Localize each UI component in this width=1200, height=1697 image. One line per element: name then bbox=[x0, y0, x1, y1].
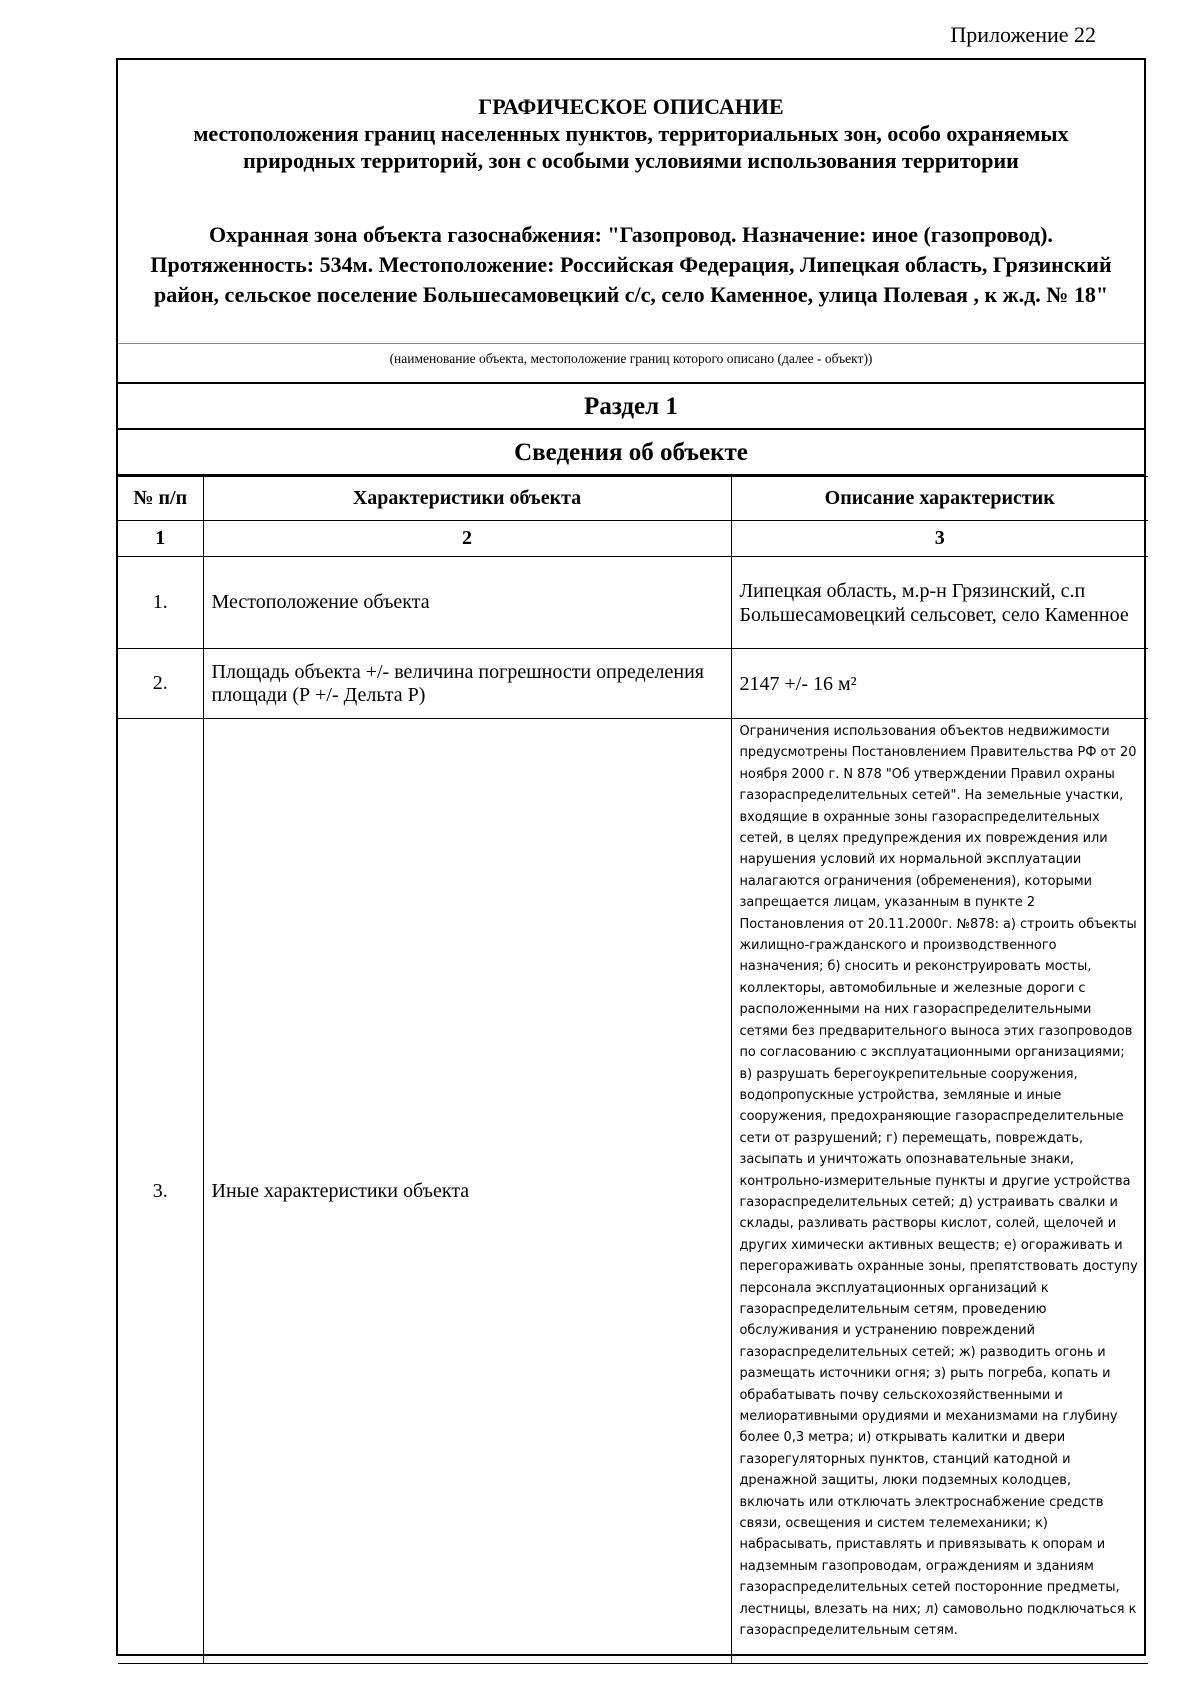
column-number: 1 bbox=[118, 521, 203, 557]
table-row bbox=[118, 649, 1148, 719]
row-characteristic: Местоположение объекта bbox=[203, 557, 731, 649]
row-description: Липецкая область, м.р-н Грязинский, с.п Большесамовецкий сельсовет, село Каменное bbox=[731, 557, 1148, 649]
table-row bbox=[118, 719, 1148, 1664]
row-description: 2147 +/- 16 м² bbox=[731, 649, 1148, 719]
row-characteristic: Иные характеристики объекта bbox=[203, 719, 731, 1664]
row-description-restrictions: Ограничения использования объектов недвижимости предусмотрены Постановлением Правительства РФ от 20 ноября 2000 г. N 878 "Об утверждении Правил охраны газораспределительных сетей". На земельные участки, входящие в охранные зоны газораспределительных сетей, в целях предупреждения их повреждения или нарушения условий их нормальной эксплуатации налагаются ограничения (обременения), которыми запрещается лицам, указанным в пункте 2 Постановления от 20.11.2000г. №878: а) строить объекты жилищно-гражданского и производственного назначения; б) сносить и реконструировать мосты, коллекторы, автомобильные и железные дороги с расположенными на них газораспределительными сетями без предварительного выноса этих газопроводов по согласованию с эксплуатационными организациями; в) разрушать берегоукрепительные сооружения, водопропускные устройства, земляные и иные сооружения, предохраняющие газораспределительные сети от разрушений; г) перемещать, повреждать, засыпать и уничтожать опознавательные знаки, контрольно-измерительные пункты и другие устройства газораспределительных сетей; д) устраивать свалки и склады, разливать растворы кислот, солей, щелочей и других химически активных веществ; е) огораживать и перегораживать охранные зоны, препятствовать доступу персонала эксплуатационных организаций к газораспределительным сетям, проведению обслуживания и устранению повреждений газораспределительных сетей; ж) разводить огонь и размещать источники огня; з) рыть погреба, копать и обрабатывать почву сельскохозяйственными и мелиоративными орудиями и механизмами на глубину более 0,3 метра; и) открывать калитки и двери газорегуляторных пунктов, станций катодной и дренажной защиты, люки подземных колодцев, включать или отключать электроснабжение средств связи, освещения и систем телемеханики; к) набрасывать, приставлять и привязывать к опорам и надземным газопроводам, ограждениям и зданиям газораспределительных сетей посторонние предметы, лестницы, влезать на них; л) самовольно подключаться к газораспределительным сетям. bbox=[731, 719, 1148, 1664]
document-title: ГРАФИЧЕСКОЕ ОПИСАНИЕ bbox=[478, 94, 784, 119]
column-numbers-row bbox=[118, 521, 1148, 557]
column-number: 3 bbox=[731, 521, 1148, 557]
table-header-row bbox=[118, 477, 1148, 521]
section-title: Раздел 1 bbox=[118, 384, 1144, 430]
object-name: Охранная зона объекта газоснабжения: "Газопровод. Назначение: иное (газопровод). Протяженность: 534м. Местоположение: Российская Федерация, Липецкая область, Грязинский район, сельское поселение Большесамовецкий с/с, село Каменное, улица Полевая , к ж.д. № 18" bbox=[150, 222, 1112, 307]
section-subtitle: Сведения об объекте bbox=[118, 430, 1144, 476]
column-header-number: № п/п bbox=[118, 477, 203, 521]
object-info-table bbox=[118, 476, 1148, 1664]
document-header bbox=[118, 60, 1144, 344]
row-number: 1. bbox=[118, 557, 203, 649]
object-name-caption: (наименование объекта, местоположение границ которого описано (далее - объект)) bbox=[118, 344, 1144, 384]
column-header-characteristic: Характеристики объекта bbox=[203, 477, 731, 521]
row-characteristic: Площадь объекта +/- величина погрешности определения площади (Р +/- Дельта Р) bbox=[203, 649, 731, 719]
table-row bbox=[118, 557, 1148, 649]
column-number: 2 bbox=[203, 521, 731, 557]
column-header-description: Описание характеристик bbox=[731, 477, 1148, 521]
row-number: 3. bbox=[118, 719, 203, 1664]
row-number: 2. bbox=[118, 649, 203, 719]
appendix-label: Приложение 22 bbox=[950, 22, 1096, 47]
document-subtitle: местоположения границ населенных пунктов, территориальных зон, особо охраняемых природных территорий, зон с особыми условиями использования территории bbox=[193, 121, 1069, 173]
document-frame bbox=[116, 58, 1146, 1656]
